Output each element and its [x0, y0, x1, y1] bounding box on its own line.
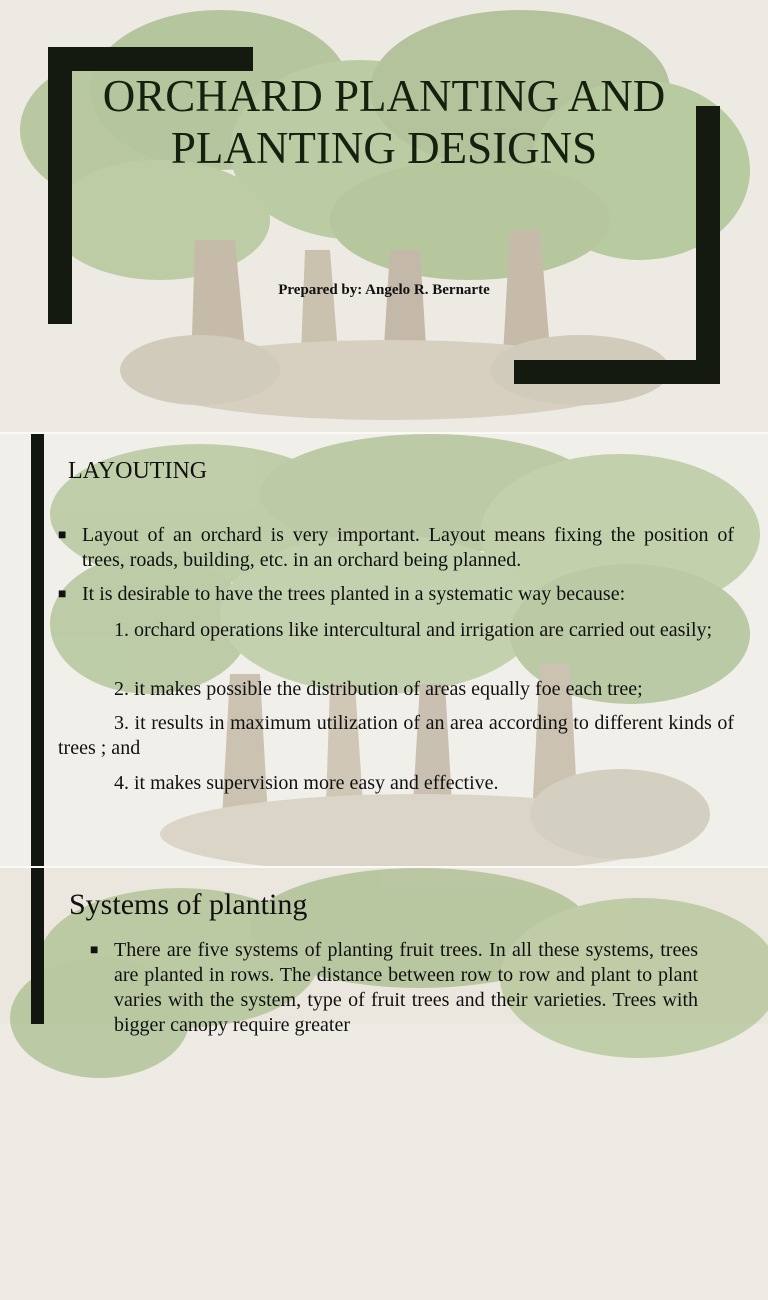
bullet-marker: ■ — [58, 528, 67, 543]
accent-bar — [31, 434, 44, 866]
slide-heading: LAYOUTING — [68, 458, 208, 484]
slide-title: ORCHARD PLANTING AND PLANTING DESIGNS — [102, 71, 666, 173]
frame-bracket-bottom-right-horizontal — [514, 360, 720, 384]
numbered-item: 4. it makes supervision more easy and effective. — [114, 772, 499, 794]
layouting-slide — [0, 434, 768, 866]
slide-heading: Systems of planting — [69, 888, 308, 921]
frame-bracket-bottom-right-vertical — [696, 106, 720, 384]
author-credit: Prepared by: Angelo R. Bernarte — [278, 282, 490, 298]
numbered-item: 2. it makes possible the distribution of areas equally foe each tree; — [114, 678, 643, 700]
systems-slide — [0, 868, 768, 1036]
accent-bar — [31, 868, 44, 1024]
bullet-text: Layout of an orchard is very important. Layout means fixing the position of trees, roads, building, etc. in an orchard being planned. — [82, 524, 734, 571]
title-slide — [0, 0, 768, 432]
tree-background-illustration — [0, 434, 768, 866]
numbered-item: 1. orchard operations like intercultural and irrigation are carried out easily; — [114, 619, 713, 641]
bullet-marker: ■ — [58, 587, 67, 602]
numbered-item: 3. it results in maximum utilization of an area according to different kinds of trees ; and — [58, 712, 734, 759]
frame-bracket-top-left-horizontal — [48, 47, 253, 71]
bullet-text: There are five systems of planting fruit trees. In all these systems, trees are planted in rows. The distance between row to row and plant to plant varies with the system, type of fruit trees and their varieties. Trees with bigger canopy require greater — [114, 939, 698, 1036]
frame-bracket-top-left-vertical — [48, 47, 72, 324]
tree-background-illustration — [0, 868, 768, 1300]
bullet-marker: ■ — [90, 943, 99, 958]
bullet-text: It is desirable to have the trees planted in a systematic way because: — [82, 583, 626, 605]
